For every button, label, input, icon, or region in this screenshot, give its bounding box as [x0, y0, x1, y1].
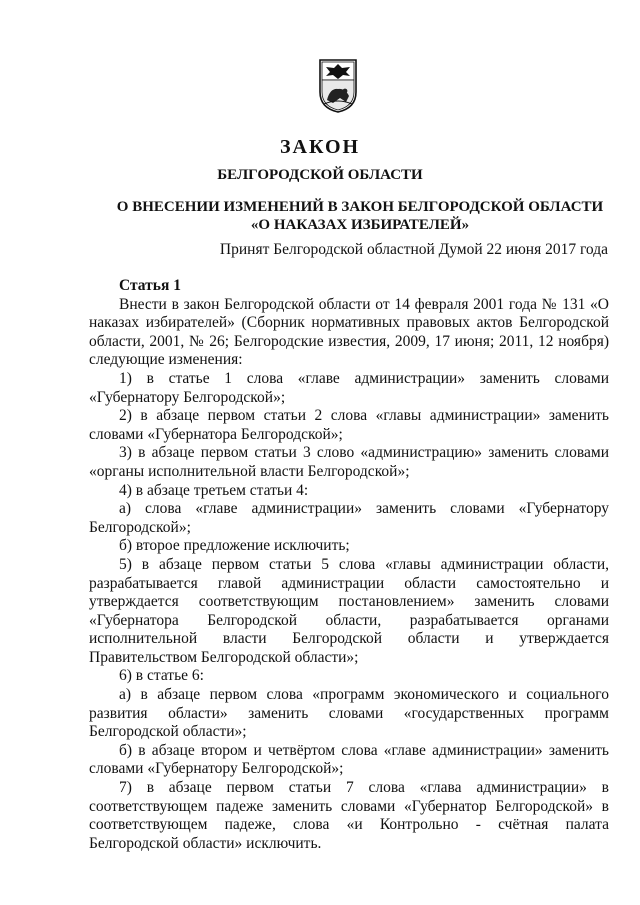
- region-heading: БЕЛГОРОДСКОЙ ОБЛАСТИ: [217, 167, 423, 183]
- law-title-line-1: О ВНЕСЕНИИ ИЗМЕНЕНИЙ В ЗАКОН БЕЛГОРОДСКОЙ ОБЛАСТИ: [116, 199, 604, 215]
- article-paragraph: 3) в абзаце первом статьи 3 слово «администрацию» заменить словами «органы исполнительной власти Белгородской»;: [89, 444, 609, 480]
- article-heading: Статья 1: [119, 277, 181, 294]
- article-paragraph: Внести в закон Белгородской области от 14 февраля 2001 года № 131 «О наказах избирателей» (Сборник нормативных правовых актов Белгородской области, 2001, № 26; Белгородские известия, 2009, 17 июня; 2011, 12 ноября) следующие изменения:: [89, 295, 609, 369]
- article-paragraph: а) в абзаце первом слова «программ экономического и социального развития области» заменить словами «государственных программ Белгородской области»;: [89, 686, 609, 741]
- article-paragraph: б) в абзаце втором и четвёртом слова «главе администрации» заменить словами «Губернатору Белгородской»;: [89, 741, 609, 778]
- article-paragraph: 7) в абзаце первом статьи 7 слова «глава администрации» в соответствующем падеже заменить словами «Губернатор Белгородской» в соответствующем падеже, слова «и Контрольно - счётная палата Белгородской области» исключить.: [89, 779, 609, 852]
- belgorod-coat-of-arms-icon: [318, 58, 358, 114]
- article-paragraph: а) слова «главе администрации» заменить словами «Губернатору Белгородской»;: [89, 500, 609, 536]
- article-paragraph: 4) в абзаце третьем статьи 4:: [119, 481, 309, 499]
- law-title: [60, 198, 640, 234]
- law-heading: ЗАКОН: [279, 136, 361, 158]
- article-paragraph: 5) в абзаце первом статьи 5 слова «главы администрации области, разрабатывается главой администрации области самостоятельно и утверждается соответствующим постановлением» заменить словами «Губернатора Белгородской области, разрабатывается органами исполнительной власти Белгородской области и утверждается Правительством Белгородской области»;: [89, 555, 609, 666]
- law-title-line-2: «О НАКАЗАХ ИЗБИРАТЕЛЕЙ»: [250, 217, 470, 233]
- article-paragraph: 2) в абзаце первом статьи 2 слова «главы администрации» заменить словами «Губернатора Белгородской»;: [89, 407, 609, 443]
- article-paragraph: 6) в статье 6:: [119, 667, 204, 685]
- article-paragraph: 1) в статье 1 слова «главе администрации» заменить словами «Губернатору Белгородской»;: [89, 369, 609, 406]
- article-paragraph: б) второе предложение исключить;: [119, 537, 350, 555]
- adoption-note: Принят Белгородской областной Думой 22 июня 2017 года: [219, 241, 608, 258]
- article-body: [89, 277, 609, 853]
